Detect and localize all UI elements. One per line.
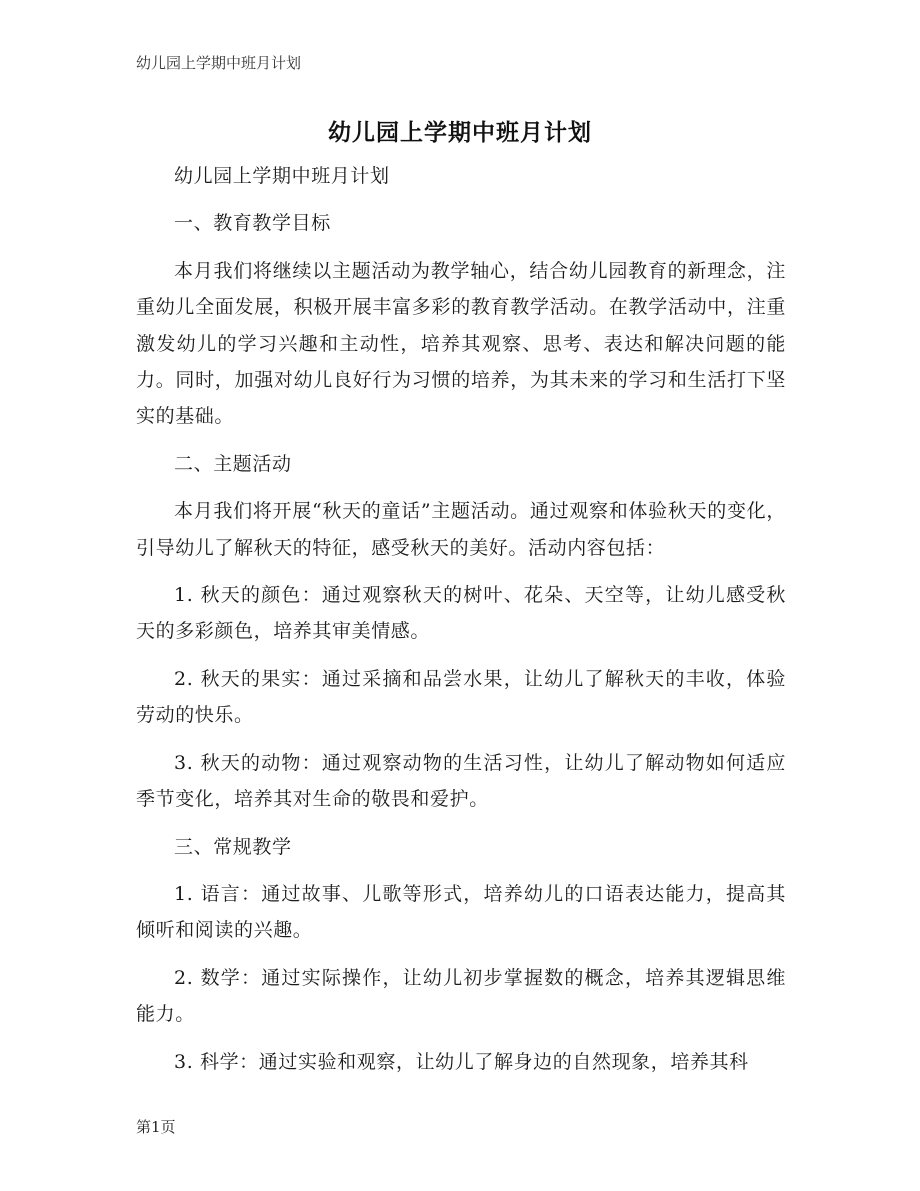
- list-item: 1. 语言：通过故事、儿歌等形式，培养幼儿的口语表达能力，提高其倾听和阅读的兴趣。: [136, 882, 786, 942]
- list-item: 3. 科学：通过实验和观察，让幼儿了解身边的自然现象，培养其科: [174, 1050, 749, 1073]
- running-header: 幼儿园上学期中班月计划: [136, 54, 302, 72]
- list-item: 1. 秋天的颜色：通过观察秋天的树叶、花朵、天空等，让幼儿感受秋天的多彩颜色，培养其审美情感。: [136, 584, 786, 643]
- list-item: 3. 秋天的动物：通过观察动物的生活习性，让幼儿了解动物如何适应季节变化，培养其对生命的敬畏和爱护。: [136, 751, 786, 811]
- document-title: 幼儿园上学期中班月计划: [328, 120, 592, 146]
- section-heading-goals: 一、教育教学目标: [174, 212, 331, 235]
- document-body: [136, 158, 786, 1091]
- subtitle-paragraph: 幼儿园上学期中班月计划: [174, 165, 390, 187]
- body-paragraph: 本月我们将开展“秋天的童话”主题活动。通过观察和体验秋天的变化，引导幼儿了解秋天的特征，感受秋天的美好。活动内容包括：: [136, 500, 786, 559]
- list-item: 2. 秋天的果实：通过采摘和品尝水果，让幼儿了解秋天的丰收，体验劳动的快乐。: [136, 667, 786, 727]
- list-item: 2. 数学：通过实际操作，让幼儿初步掌握数的概念，培养其逻辑思维能力。: [136, 966, 786, 1026]
- body-paragraph: 本月我们将继续以主题活动为教学轴心，结合幼儿园教育的新理念，注重幼儿全面发展，积极开展丰富多彩的教育教学活动。在教学活动中，注重激发幼儿的学习兴趣和主动性，培养其观察、思考、表达和解决问题的能力。同时，加强对幼儿良好行为习惯的培养，为其未来的学习和生活打下坚实的基础。: [136, 259, 786, 428]
- section-heading-theme: 二、主题活动: [174, 452, 292, 475]
- page-number: 第1页: [136, 1118, 176, 1136]
- section-heading-routine: 三、常规教学: [174, 835, 292, 858]
